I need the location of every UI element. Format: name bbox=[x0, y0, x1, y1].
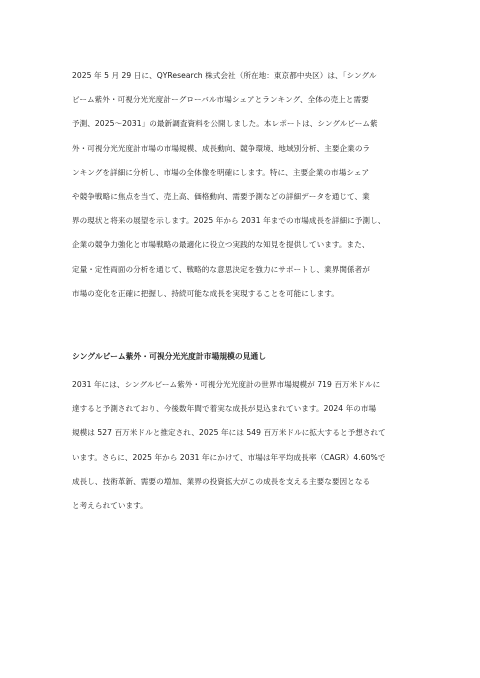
intro-line: 定量・定性両面の分析を通じて、戦略的な意思決定を強力にサポートし、業界関係者が bbox=[72, 264, 370, 274]
intro-paragraph bbox=[72, 64, 410, 306]
intro-line: 企業の競争力強化と市場戦略の最適化に役立つ実践的な知見を提供しています。また、 bbox=[72, 240, 370, 250]
intro-line: 界の現状と将来の展望を示します。2025 年から 2031 年までの市場成長を詳細に予測し、 bbox=[72, 216, 386, 226]
intro-line: 市場の変化を正確に把握し、持続可能な成長を実現することを可能にします。 bbox=[72, 288, 339, 298]
intro-line: や競争戦略に焦点を当て、売上高、価格動向、需要予測などの詳細データを通じて、業 bbox=[72, 192, 370, 202]
section-line: と考えられています。 bbox=[72, 501, 148, 511]
section-heading: シングルビーム紫外・可視分光光度計市場規模の見通し bbox=[72, 352, 267, 361]
section-line: 達すると予測されており、今後数年間で着実な成長が見込まれています。2024 年の市場 bbox=[72, 404, 377, 414]
section-line: 2031 年には、シングルビーム紫外・可視分光光度計の世界市場規模が 719 百万米ドルに bbox=[72, 380, 381, 389]
section-line: 規模は 527 百万米ドルと推定され、2025 年には 549 百万米ドルに拡大すると予想されて bbox=[72, 428, 386, 438]
intro-line: 2025 年 5 月 29 日に、QYResearch 株式会社（所在地：東京都中央区）は、「シングル bbox=[72, 71, 377, 80]
intro-line: 予測、2025～2031」の最新調査資料を公開しました。本レポートは、シングルビーム紫 bbox=[72, 119, 378, 129]
intro-line: ビーム紫外・可視分光光度計ーグローバル市場シェアとランキング、全体の売上と需要 bbox=[72, 95, 369, 105]
section-paragraph bbox=[72, 373, 410, 518]
section-line: 成長し、技術革新、需要の増加、業界の投資拡大がこの成長を支える主要な要因となる bbox=[72, 476, 371, 486]
intro-line: 外・可視分光光度計市場の市場規模、成長動向、競争環境、地域別分析、主要企業のラ bbox=[72, 143, 371, 153]
section-line: います。さらに、2025 年から 2031 年にかけて、市場は年平均成長率（CAGR）4.60%で bbox=[72, 452, 386, 462]
intro-line: ンキングを詳細に分析し、市場の全体像を明確にします。特に、主要企業の市場シェア bbox=[72, 167, 370, 177]
